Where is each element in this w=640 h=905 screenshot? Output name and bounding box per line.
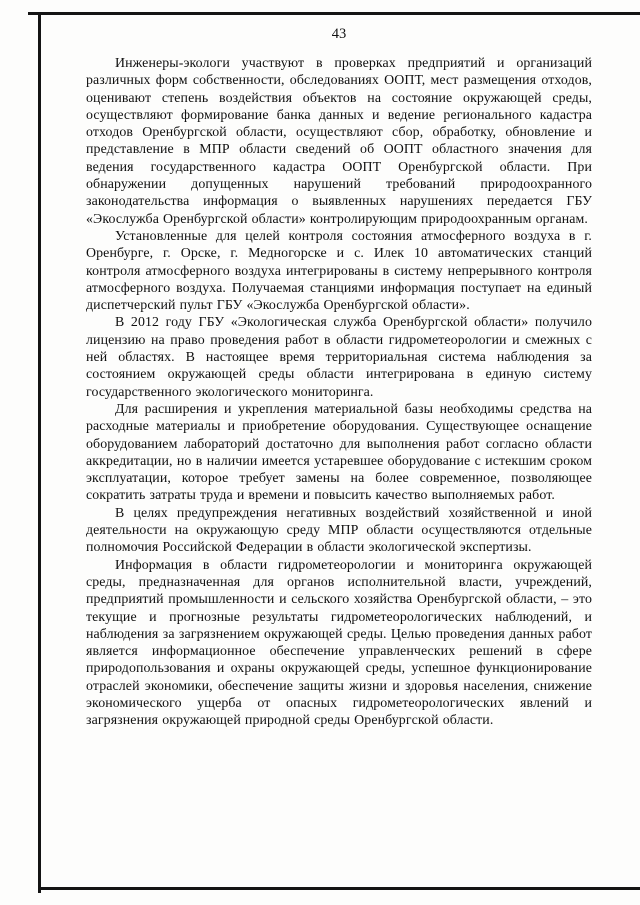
scan-border-top <box>28 12 640 15</box>
scan-border-left <box>38 12 41 893</box>
paragraph: Для расширения и укрепления материальной базы необходимы средства на расходные материалы и приобретение оборудования. Существующее оснащение оборудованием лабораторий достаточно для выполнения работ согласно области аккредитации, но в наличии имеется устаревшее оборудование с истекшим сроком эксплуатации, которое требует замены на более современное, позволяющее сократить затраты труда и времени и повысить качество выполняемых работ. <box>86 401 592 504</box>
document-body <box>86 55 592 730</box>
paragraph: В целях предупреждения негативных воздействий хозяйственной и иной деятельности на окружающую среду МПР области осуществляются отдельные полномочия Российской Федерации в области экологической экспертизы. <box>86 505 592 556</box>
paragraph: Инженеры-экологи участвуют в проверках предприятий и организаций различных форм собственности, обследованиях ООПТ, мест размещения отходов, оценивают степень воздействия объектов на состояние окружающей среды, осуществляют формирование банка данных и ведение регионального кадастра отходов Оренбургской области, осуществляют сбор, обработку, обновление и представление в МПР области сведений об ООПТ областного значения для ведения государственного кадастра ООПТ Оренбургской области. При обнаружении допущенных нарушений требований природоохранного законодательства информация о выявленных нарушениях передается ГБУ «Экослужба Оренбургской области» контролирующим природоохранным органам. <box>86 56 592 227</box>
page-number: 43 <box>331 26 347 42</box>
paragraph: Информация в области гидрометеорологии и мониторинга окружающей среды, предназначенная для органов исполнительной власти, учреждений, предприятий промышленности и сельского хозяйства Оренбургской области, – это текущие и прогнозные результаты гидрометеорологических наблюдений, и наблюдения за загрязнением окружающей среды. Целью проведения данных работ является информационное обеспечение управленческих решений в сфере природопользования и охраны окружающей среды, успешное функционирование отраслей экономики, обеспечение защиты жизни и здоровья населения, снижение экономического ущерба от опасных гидрометеорологических явлений и загрязнения окружающей природной среды Оренбургской области. <box>86 557 592 729</box>
paragraph: В 2012 году ГБУ «Экологическая служба Оренбургской области» получило лицензию на право проведения работ в области гидрометеорологии и смежных с ней областях. В настоящее время территориальная система наблюдения за состоянием окружающей среды области интегрирована в единую систему государственного экологического мониторинга. <box>86 315 592 400</box>
scan-border-bottom <box>38 887 640 890</box>
paragraph: Установленные для целей контроля состояния атмосферного воздуха в г. Оренбурге, г. Орске, г. Медногорске и с. Илек 10 автоматических станций контроля атмосферного воздуха интегрированы в систему непрерывного контроля атмосферного воздуха. Получаемая станциями информация поступает на единый диспетчерский пульт ГБУ «Экослужба Оренбургской области». <box>86 228 592 314</box>
page-content <box>86 26 592 730</box>
